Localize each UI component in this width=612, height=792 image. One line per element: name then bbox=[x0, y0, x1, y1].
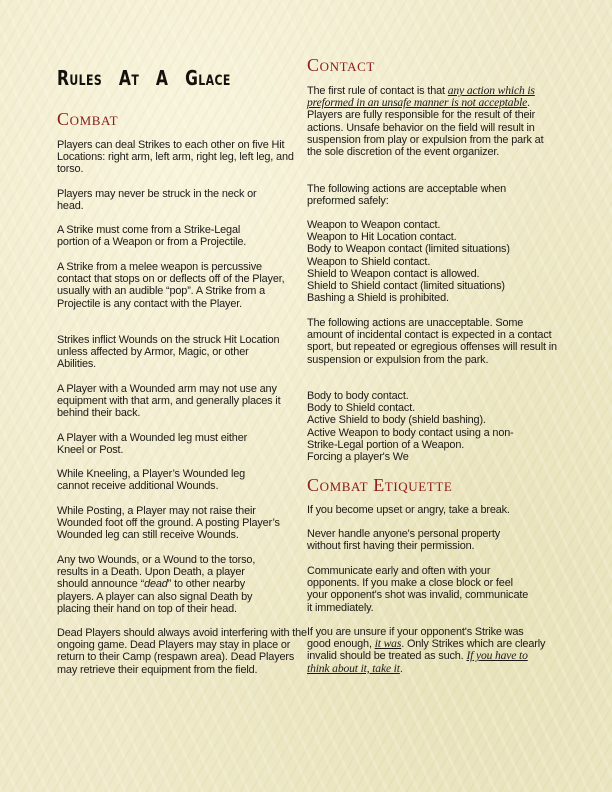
death-text-dead: dead bbox=[144, 578, 168, 591]
combat-para-neck-head: Players may never be struck in the neck or head. bbox=[57, 188, 257, 213]
combat-para-wounded-leg: A Player with a Wounded leg must either Kneel or Post. bbox=[57, 432, 248, 457]
list-item: Weapon to Hit Location contact. bbox=[307, 231, 457, 244]
acceptable-list bbox=[307, 219, 557, 304]
combat-para-melee-strike: A Strike from a melee weapon is percussive contact that stops on or deflects off of the Player, usually with an audible “pop”. A Strike from a Projectile is any contact with the Player. bbox=[57, 261, 285, 310]
unsure-part3: . bbox=[399, 662, 403, 675]
death-text-before: Any two Wounds, or a Wound to the torso, results in a Death. Upon Death, a player should announce “ bbox=[57, 554, 256, 591]
unacceptable-list bbox=[307, 390, 532, 463]
page-title: Rules At A Glace bbox=[57, 66, 231, 90]
list-item: Forcing a player's We bbox=[307, 451, 409, 464]
combat-para-wounded-arm: A Player with a Wounded arm may not use any equipment with that arm, and generally places it behind their back. bbox=[57, 383, 281, 420]
etiquette-para-break: If you become upset or angry, take a break. bbox=[307, 504, 510, 516]
list-item: Weapon to Weapon contact. bbox=[307, 219, 441, 231]
etiquette-para-communicate: Communicate early and often with your opponents. If you make a close block or feel your opponent's shot was invalid, communicate it immediately. bbox=[307, 565, 529, 614]
combat-para-dead-players: Dead Players should always avoid interfering with the ongoing game. Dead Players may stay in place or return to their Camp (respawn area). Dead Players may retrieve their equipment from the field. bbox=[57, 627, 307, 676]
list-item: Active Weapon to body contact using a non-Strike-Legal portion of a Weapon. bbox=[307, 426, 514, 451]
unsure-part2: . Only Strikes which are clearly invalid should be treated as such. bbox=[307, 638, 546, 663]
etiquette-para-unsure bbox=[307, 626, 547, 675]
list-item: Shield to Weapon contact is allowed. bbox=[307, 267, 480, 280]
unsure-emph-take-it: If you have to think about it, take it bbox=[307, 649, 528, 675]
list-item: Body to body contact. bbox=[307, 390, 409, 402]
combat-para-strike-legal: A Strike must come from a Strike-Legal portion of a Weapon or from a Projectile. bbox=[57, 224, 247, 249]
acceptable-intro: The following actions are acceptable when preformed safely: bbox=[307, 183, 507, 208]
list-item: Shield to Shield contact (limited situations) bbox=[307, 280, 505, 293]
contact-intro-after: . Players are fully responsible for the result of their actions. Unsafe behavior on the field will result in suspension from play or expulsion from the park at the sole discretion of the event organizer. bbox=[307, 97, 544, 159]
list-item: Active Shield to body (shield bashing). bbox=[307, 414, 486, 427]
unacceptable-intro: The following actions are unacceptable. Some amount of incidental contact is expected in a contact sport, but repeated or egregious offenses will result in suspension or expulsion from the park. bbox=[307, 317, 557, 366]
combat-para-kneeling: While Kneeling, a Player’s Wounded leg cannot receive additional Wounds. bbox=[57, 468, 246, 493]
contact-intro bbox=[307, 85, 557, 158]
list-item: Bashing a Shield is prohibited. bbox=[307, 292, 449, 305]
contact-intro-before: The first rule of contact is that bbox=[307, 85, 448, 97]
combat-heading: Combat bbox=[57, 109, 119, 129]
combat-para-posting: While Posting, a Player may not raise their Wounded foot off the ground. A posting Player’s Wounded leg can still receive Wounds. bbox=[57, 505, 280, 542]
unsure-emph-it-was: it was bbox=[374, 637, 402, 651]
list-item: Weapon to Shield contact. bbox=[307, 255, 431, 268]
contact-heading: Contact bbox=[307, 55, 375, 75]
combat-para-death bbox=[57, 554, 275, 615]
list-item: Body to Shield contact. bbox=[307, 402, 415, 415]
contact-intro-emphasis: any action which is preformed in an unsafe manner is not acceptable bbox=[307, 84, 535, 110]
combat-para-wounds: Strikes inflict Wounds on the struck Hit Location unless affected by Armor, Magic, or other Abilities. bbox=[57, 334, 280, 371]
etiquette-para-property: Never handle anyone's personal property without first having their permission. bbox=[307, 528, 500, 553]
list-item: Body to Weapon contact (limited situations) bbox=[307, 243, 510, 256]
unsure-part1: If you are unsure if your opponent's Strike was good enough, bbox=[307, 626, 524, 651]
etiquette-heading: Combat Etiquette bbox=[307, 475, 453, 495]
death-text-after: ” to other nearby players. A player can also signal Death by placing their hand on top of their head. bbox=[57, 578, 253, 615]
combat-para-hit-locations: Players can deal Strikes to each other on five Hit Locations: right arm, left arm, right leg, left leg, and torso. bbox=[57, 139, 294, 176]
